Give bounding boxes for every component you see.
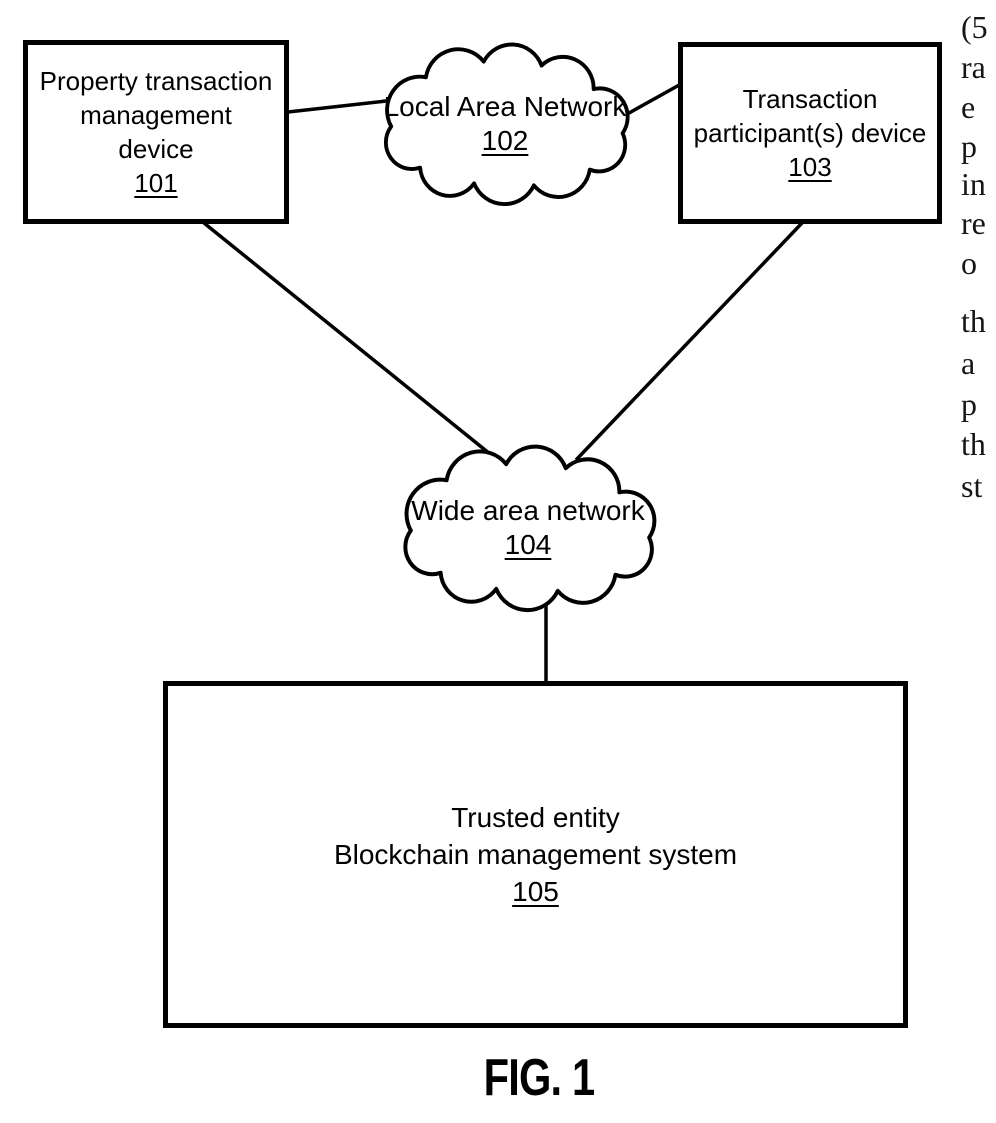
node-wide-area-network: [389, 442, 667, 613]
reference-numeral-103: 103: [788, 152, 832, 182]
node-102-text-line: Local Area Network: [383, 90, 627, 122]
node-transaction-participants-device: [678, 42, 942, 224]
reference-numeral-105: 105: [512, 876, 559, 907]
node-label-105: [334, 799, 737, 910]
node-105-text-line: Blockchain management system: [333, 839, 738, 870]
page-edge-text-fragment: th: [961, 426, 986, 462]
node-103-text-line: Transaction: [742, 84, 878, 114]
figure-caption: FIG. 1: [483, 1049, 595, 1107]
page-edge-text-fragment: st: [961, 468, 983, 504]
node-label-101: [40, 64, 273, 200]
node-104-text-line: Wide area network: [411, 494, 645, 526]
page-edge-text-fragment: in: [961, 166, 986, 202]
reference-numeral-101: 101: [134, 168, 178, 198]
node-label-104: [411, 494, 644, 562]
node-101-text-line: device: [118, 134, 194, 164]
node-103-text-line: participant(s) device: [693, 118, 927, 148]
reference-numeral-102: 102: [481, 124, 529, 156]
page-edge-text-fragment: p: [961, 128, 977, 164]
reference-numeral-104: 104: [504, 528, 552, 560]
page-edge-text-fragment: ra: [961, 49, 986, 85]
node-101-text-line: Property transaction: [39, 66, 273, 96]
page-edge-text-fragment: re: [961, 205, 986, 241]
node-101-text-line: management: [80, 100, 232, 130]
page-edge-text-fragment: p: [961, 386, 977, 422]
connector-participants103-wan104: [576, 223, 802, 460]
node-105-text-line: Trusted entity: [451, 802, 620, 833]
node-label-102: [384, 90, 627, 158]
node-local-area-network: [370, 40, 640, 207]
node-trusted-entity-blockchain-management-system: [163, 681, 908, 1028]
page-edge-text-fragment: e: [961, 89, 976, 125]
page-edge-text-fragment: (5: [961, 9, 988, 45]
page-edge-text-fragment: th: [961, 303, 986, 339]
page-edge-text-fragment: o: [961, 245, 977, 281]
page-edge-text-fragment: a: [961, 345, 976, 381]
connector-device101-wan104: [204, 223, 500, 462]
node-property-transaction-management-device: [23, 40, 289, 224]
node-label-103: [694, 82, 927, 184]
